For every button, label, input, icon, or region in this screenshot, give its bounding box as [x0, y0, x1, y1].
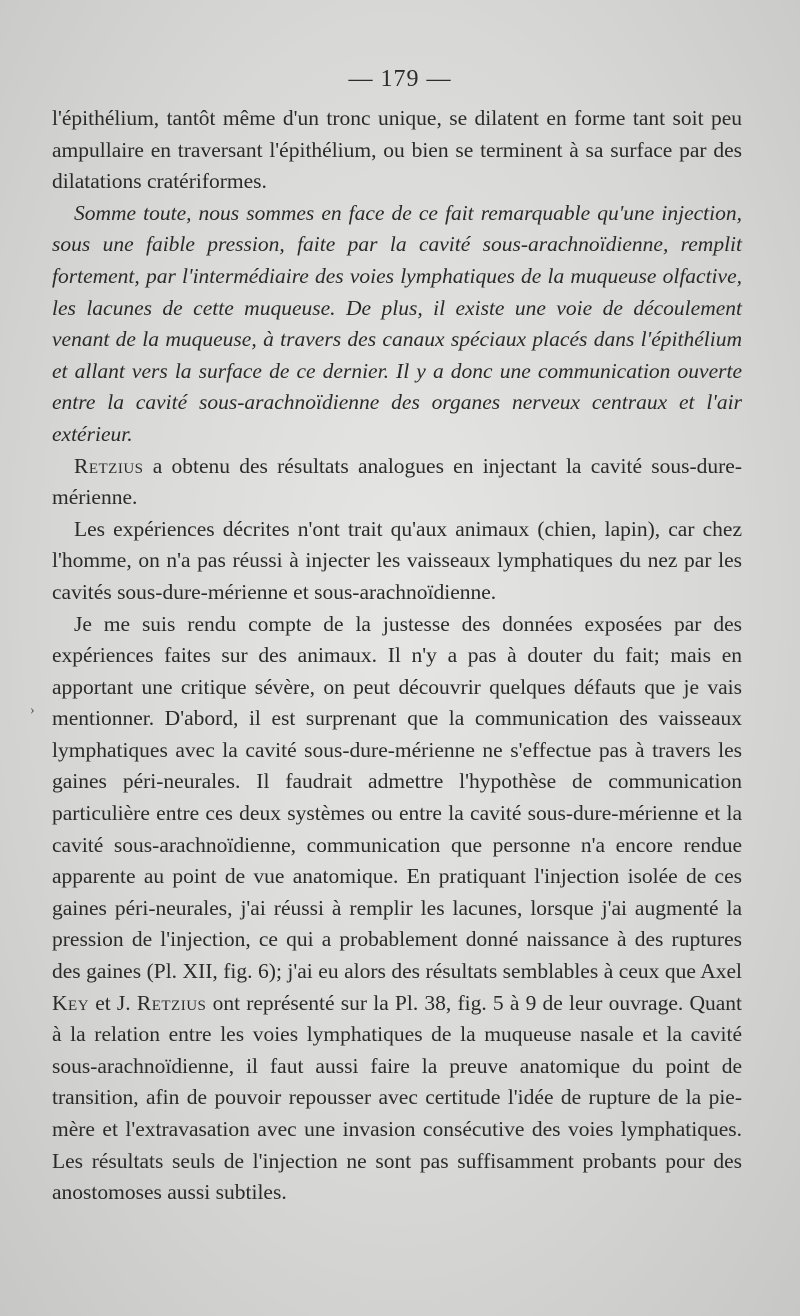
paragraph-critique-text-b: et J.	[89, 990, 137, 1015]
paragraph-retzius	[52, 451, 742, 514]
paragraph-critique	[52, 609, 742, 1209]
body-text	[52, 103, 742, 1209]
paragraph-experiences: Les expériences décrites n'ont trait qu'aux animaux (chien, lapin), car chez l'homme, on n'a pas réussi à injecter les vaisseaux lymphatiques du nez par les cavités sous-dure-mérienne et sous-arachnoïdienne.	[52, 516, 742, 604]
paragraph-critique-text-a: Je me suis rendu compte de la justesse des données exposées par des expériences faites sur des animaux. Il n'y a pas à douter du fait; mais en apportant une critique sévère, on peut découvrir quelques défauts que je vais mentionner. D'abord, il est surprenant que la communication des vaisseaux lymphatiques avec la cavité sous-dure-mérienne ne s'effectue pas à travers les gaines péri-neurales. Il faudrait admettre l'hypothèse de communication particulière entre ces deux systèmes ou entre la cavité sous-dure-mérienne et la cavité sous-arachnoïdienne, communication que personne n'a encore rendue apparente au point de vue anatomique. En pratiquant l'injection isolée de ces gaines péri-neurales, j'ai réussi à remplir les lacunes, lorsque j'ai augmenté la pression de l'injection, ce qui a probablement donné naissance à des ruptures des gaines (Pl. XII, fig. 6); j'ai eu alors des résultats semblables à ceux que Axel	[52, 611, 742, 984]
paragraph-continuation: l'épithélium, tantôt même d'un tronc unique, se dilatent en forme tant soit peu ampullaire en traversant l'épithélium, ou bien se terminent à sa surface par des dilatations cratériformes.	[52, 106, 742, 194]
page-number: — 179 —	[348, 66, 452, 92]
author-name-retzius-2: Retzius	[136, 990, 207, 1015]
paragraph-italic-summary: Somme toute, nous sommes en face de ce fait remarquable qu'une injection, sous une faible pression, faite par la cavité sous-arachnoïdienne, remplit fortement, par l'intermédiaire des voies lymphatiques de la muqueuse olfactive, les lacunes de cette muqueuse. De plus, il existe une voie de découlement venant de la muqueuse, à travers des canaux spéciaux placés dans l'épithélium et allant vers la surface de ce dernier. Il y a donc une communication ouverte entre la cavité sous-arachnoïdienne des organes nerveux centraux et l'air extérieur.	[52, 200, 742, 446]
paragraph-critique-text-c: ont représenté sur la Pl. 38, fig. 5 à 9 de leur ouvrage. Quant à la relation entre les voies lymphatiques de la muqueuse nasale et la cavité sous-arachnoïdienne, il faut aussi faire la preuve anatomique du point de transition, afin de pouvoir repousser avec certitude l'idée de rupture de la pie-mère et l'extravasation avec une invasion consécutive des voies lymphatiques. Les résultats seuls de l'injection ne sont pas suffisamment probants pour des anostomoses aussi subtiles.	[52, 990, 742, 1205]
paragraph-retzius-text: a obtenu des résultats analogues en injectant la cavité sous-dure-mérienne.	[52, 453, 742, 510]
margin-mark: ›	[30, 703, 35, 718]
author-name-key: Key	[52, 990, 90, 1015]
author-name-retzius: Retzius	[74, 453, 144, 478]
